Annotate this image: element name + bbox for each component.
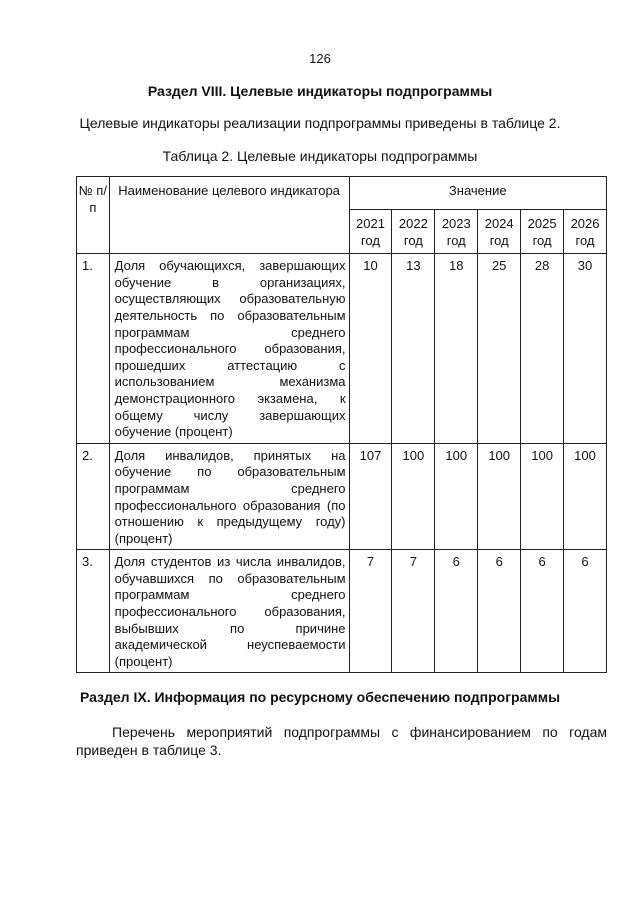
table-row (77, 443, 607, 550)
row-number: 1. (77, 254, 110, 444)
header-name: Наименование целевого индикатора (109, 177, 349, 254)
indicator-value: 100 (392, 443, 435, 550)
indicator-name: Доля обучающихся, завершающих обучение в организациях, осуществляющих образовательную деятельность по образовательным программам среднего профессионального образования, прошедших аттестацию с использованием механизма демонстрационного экзамена, к общему числу завершающих обучение (процент) (109, 254, 349, 444)
header-year: 2024 год (478, 210, 521, 254)
header-num: № п/п (77, 177, 110, 254)
indicator-value: 107 (349, 443, 392, 550)
indicator-value: 28 (521, 254, 564, 444)
header-year: 2023 год (435, 210, 478, 254)
indicator-value: 6 (521, 550, 564, 673)
row-number: 2. (77, 443, 110, 550)
indicator-value: 18 (435, 254, 478, 444)
section-9-text: Перечень мероприятий подпрограммы с финансированием по годам приведен в таблице 3. (76, 724, 607, 758)
indicator-value: 10 (349, 254, 392, 444)
indicator-value: 13 (392, 254, 435, 444)
header-year: 2025 год (521, 210, 564, 254)
indicator-name: Доля инвалидов, принятых на обучение по образовательным программам среднего профессионального образования (по отношению к предыдущему году) (процент) (109, 443, 349, 550)
indicator-value: 7 (349, 550, 392, 673)
row-number: 3. (77, 550, 110, 673)
indicator-value: 7 (392, 550, 435, 673)
header-year: 2021 год (349, 210, 392, 254)
table-row (77, 254, 607, 444)
header-year: 2022 год (392, 210, 435, 254)
indicator-value: 25 (478, 254, 521, 444)
table-header-row (77, 177, 607, 210)
section-8-title: Раздел VIII. Целевые индикаторы подпрограммы (147, 83, 493, 99)
indicators-table (76, 176, 607, 673)
indicator-value: 100 (521, 443, 564, 550)
header-value: Значение (349, 177, 606, 210)
section-9-title: Раздел IX. Информация по ресурсному обеспечению подпрограммы (79, 689, 561, 705)
indicator-value: 30 (564, 254, 607, 444)
indicator-value: 100 (478, 443, 521, 550)
indicator-value: 100 (435, 443, 478, 550)
indicator-value: 6 (564, 550, 607, 673)
header-year: 2026 год (564, 210, 607, 254)
indicator-value: 100 (564, 443, 607, 550)
section-8-intro: Целевые индикаторы реализации подпрограммы приведены в таблице 2. (79, 115, 561, 131)
page-number: 126 (309, 51, 331, 66)
table-caption: Таблица 2. Целевые индикаторы подпрограммы (162, 148, 478, 164)
table-row (77, 550, 607, 673)
indicator-name: Доля студентов из числа инвалидов, обучавшихся по образовательным программам среднего профессионального образования, выбывших по причине академической неуспеваемости (процент) (109, 550, 349, 673)
indicator-value: 6 (478, 550, 521, 673)
indicator-value: 6 (435, 550, 478, 673)
